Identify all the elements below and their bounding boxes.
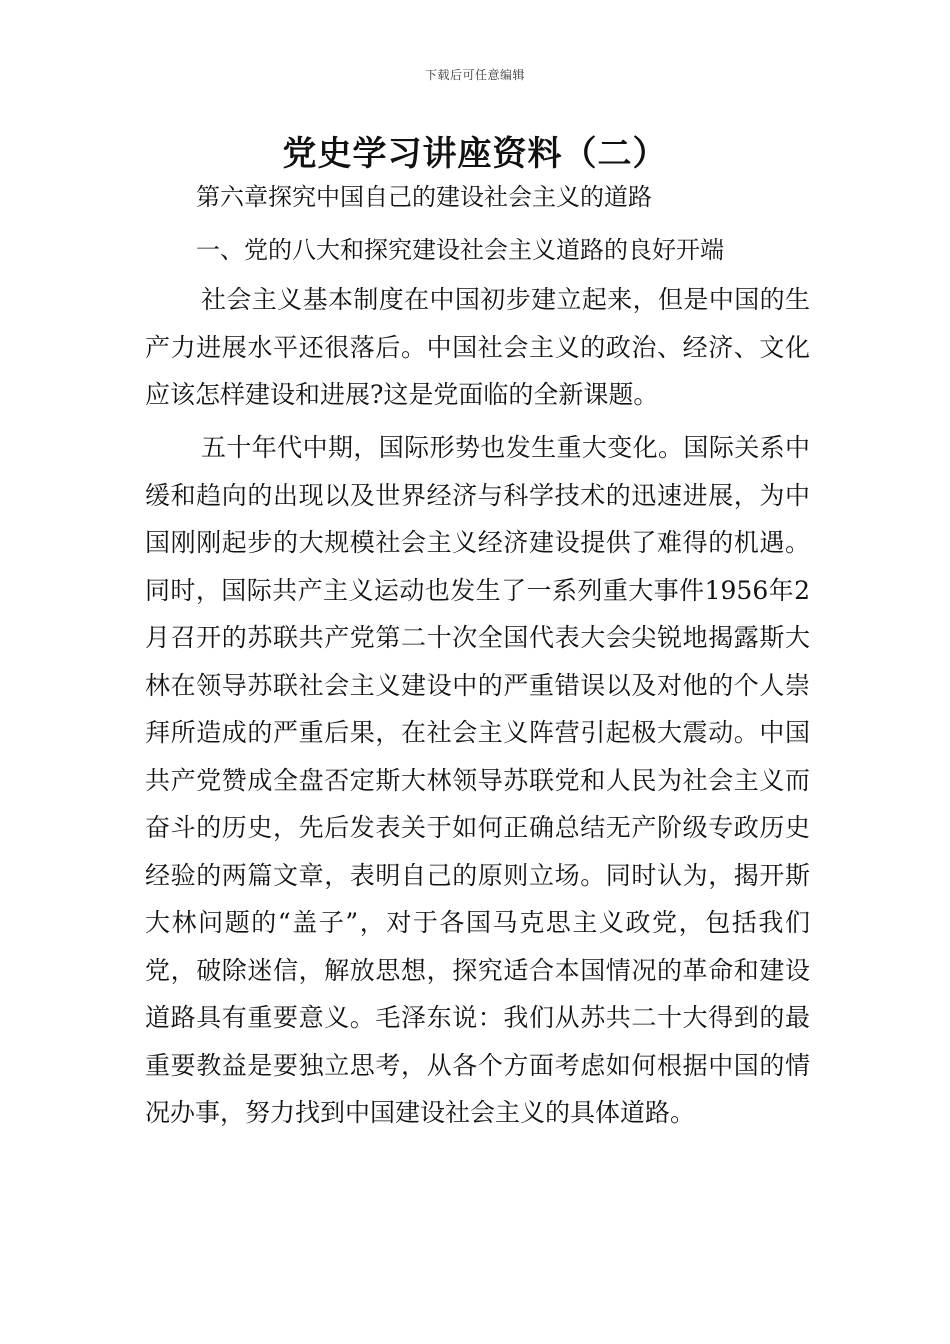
document-title: 党史学习讲座资料（二） <box>282 134 668 174</box>
chapter-heading: 第六章探究中国自己的建设社会主义的道路 <box>196 183 652 211</box>
section-heading: 一、党的八大和探究建设社会主义道路的良好开端 <box>196 236 724 264</box>
body-paragraph-2: 五十年代中期，国际形势也发生重大变化。国际关系中缓和趋向的出现以及世界经济与科学技术的迅速进展，为中国刚刚起步的大规模社会主义经济建设提供了难得的机遇。同时，国际共产主义运动也发生了一系列重大事件1956年2月召开的苏联共产党第二十次全国代表大会尖锐地揭露斯大林在领导苏联社会主义建设中的严重错误以及对他的个人崇拜所造成的严重后果，在社会主义阵营引起极大震动。中国共产党赞成全盘否定斯大林领导苏联党和人民为社会主义而奋斗的历史，先后发表关于如何正确总结无产阶级专政历史经验的两篇文章，表明自己的原则立场。同时认为，揭开斯大林问题的“盖子”，对于各国马克思主义政党，包括我们党，破除迷信，解放思想，探究适合本国情况的革命和建设道路具有重要意义。毛泽东说：我们从苏共二十大得到的最重要教益是要独立思考，从各个方面考虑如何根据中国的情况办事，努力找到中国建设社会主义的具体道路。 <box>145 433 810 1127</box>
header-note: 下载后可任意编辑 <box>424 68 525 82</box>
body-paragraph-1: 社会主义基本制度在中国初步建立起来，但是中国的生产力进展水平还很落后。中国社会主义的政治、经济、文化应该怎样建设和进展?这是党面临的全新课题。 <box>145 285 810 409</box>
